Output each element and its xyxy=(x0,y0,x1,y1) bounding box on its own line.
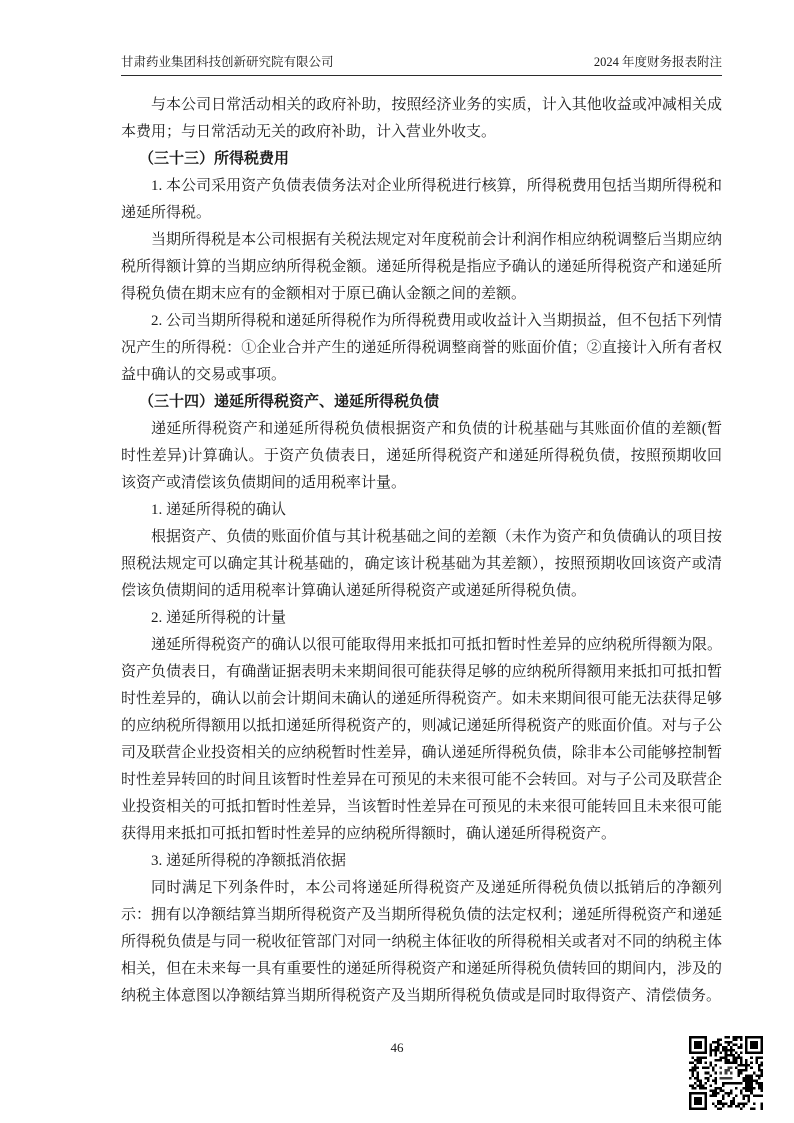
paragraph: 1. 本公司采用资产负债表债务法对企业所得税进行核算，所得税费用包括当期所得税和递延所得税。 xyxy=(121,178,722,221)
paragraph: 递延所得税资产和递延所得税负债根据资产和负债的计税基础与其账面价值的差额(暂时性差异)计算确认。于资产负债表日，递延所得税资产和递延所得税负债，按照预期收回该资产或清偿该负债期间的适用税率计量。 xyxy=(121,421,722,491)
paragraph: 递延所得税资产的确认以很可能取得用来抵扣可抵扣暂时性差异的应纳税所得额为限。资产负债表日，有确凿证据表明未来期间很可能获得足够的应纳税所得额用来抵扣可抵扣暂时性差异的，确认以前会计期间未确认的递延所得税资产。如未来期间很可能无法获得足够的应纳税所得额用以抵扣递延所得税资产的，则减记递延所得税资产的账面价值。对与子公司及联营企业投资相关的应纳税暂时性差异，确认递延所得税负债，除非本公司能够控制暂时性差异转回的时间且该暂时性差异在可预见的未来很可能不会转回。对与子公司及联营企业投资相关的可抵扣暂时性差异，当该暂时性差异在可预见的未来很可能转回且未来很可能获得用来抵扣可抵扣暂时性差异的应纳税所得额时，确认递延所得税资产。 xyxy=(121,637,722,842)
header-company: 甘肃药业集团科技创新研究院有限公司 xyxy=(121,55,334,69)
page-footer xyxy=(0,1040,794,1056)
paragraph: 2. 递延所得税的计量 xyxy=(151,610,287,626)
paragraph: 3. 递延所得税的净额抵消依据 xyxy=(151,853,347,869)
paragraph: 根据资产、负债的账面价值与其计税基础之间的差额（未作为资产和负债确认的项目按照税法规定可以确定其计税基础的，确定该计税基础为其差额），按照预期收回该资产或清偿该负债期间的适用税率计算确认递延所得税资产或递延所得税负债。 xyxy=(121,529,722,599)
page-number: 46 xyxy=(390,1040,404,1055)
section-heading: （三十三）所得税费用 xyxy=(139,151,290,167)
paragraph: 2. 公司当期所得税和递延所得税作为所得税费用或收益计入当期损益，但不包括下列情况产生的所得税：①企业合并产生的递延所得税调整商誉的账面价值；②直接计入所有者权益中确认的交易或事项。 xyxy=(121,313,722,383)
paragraph: 当期所得税是本公司根据有关税法规定对年度税前会计利润作相应纳税调整后当期应纳税所得额计算的当期应纳所得税金额。递延所得税是指应予确认的递延所得税资产和递延所得税负债在期末应有的金额相对于原已确认金额之间的差额。 xyxy=(121,232,722,302)
paragraph: 与本公司日常活动相关的政府补助，按照经济业务的实质，计入其他收益或冲减相关成本费用；与日常活动无关的政府补助，计入营业外收支。 xyxy=(121,97,722,140)
section-heading: （三十四）递延所得税资产、递延所得税负债 xyxy=(139,394,440,410)
document-body xyxy=(121,92,722,1010)
paragraph: 同时满足下列条件时，本公司将递延所得税资产及递延所得税负债以抵销后的净额列示：拥有以净额结算当期所得税资产及当期所得税负债的法定权利；递延所得税资产和递延所得税负债是与同一税收征管部门对同一纳税主体征收的所得税相关或者对不同的纳税主体相关，但在未来每一具有重要性的递延所得税资产和递延所得税负债转回的期间内，涉及的纳税主体意图以净额结算当期所得税资产及当期所得税负债或是同时取得资产、清偿债务。 xyxy=(121,880,722,1004)
paragraph: 1. 递延所得税的确认 xyxy=(151,502,287,518)
header-doc-title: 2024 年度财务报表附注 xyxy=(593,55,722,69)
page-header xyxy=(121,54,722,76)
qr-code xyxy=(689,1036,763,1110)
